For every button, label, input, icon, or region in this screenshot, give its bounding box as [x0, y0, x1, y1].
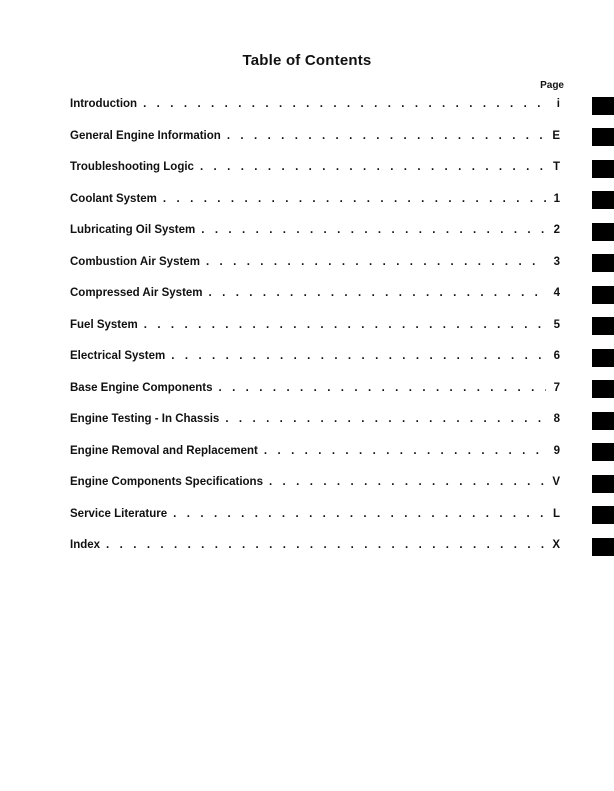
toc-entry[interactable] — [70, 445, 560, 477]
toc-entry[interactable] — [70, 256, 560, 288]
toc-entry[interactable] — [70, 350, 560, 382]
toc-entry[interactable] — [70, 476, 560, 508]
toc-entry-label: Compressed Air System — [70, 287, 203, 299]
toc-list — [70, 98, 560, 571]
dot-leader — [219, 382, 547, 394]
toc-entry-label: General Engine Information — [70, 129, 221, 142]
toc-entry-page: 4 — [553, 287, 560, 299]
section-tab-marker — [592, 160, 614, 178]
section-tab-marker — [592, 317, 614, 335]
dot-leader — [143, 98, 546, 110]
toc-entry[interactable] — [70, 382, 560, 414]
toc-entry-page: 3 — [553, 255, 560, 268]
toc-entry-label: Service Literature — [70, 507, 168, 520]
toc-entry-page: 1 — [553, 192, 560, 205]
section-tab-marker — [592, 538, 614, 556]
toc-entry-label: Coolant System — [70, 192, 157, 205]
dot-leader — [206, 256, 546, 268]
toc-entry[interactable] — [70, 539, 560, 571]
toc-entry[interactable] — [70, 161, 560, 193]
section-tab-marker — [592, 286, 614, 304]
toc-entry[interactable] — [70, 98, 560, 130]
toc-entry-page: L — [552, 507, 560, 520]
toc-entry-label: Engine Components Specifications — [70, 476, 263, 488]
section-tab-marker — [592, 349, 614, 367]
toc-entry-page: 6 — [553, 350, 560, 362]
dot-leader — [264, 445, 546, 457]
toc-entry-label: Introduction — [70, 98, 138, 110]
toc-entry[interactable] — [70, 508, 560, 540]
section-tab-marker — [592, 223, 614, 241]
toc-entry-page: 8 — [553, 413, 560, 425]
section-tab-marker — [592, 412, 614, 430]
toc-entry[interactable] — [70, 287, 560, 319]
section-tab-marker — [592, 475, 614, 493]
dot-leader — [173, 508, 546, 520]
dot-leader — [144, 319, 546, 331]
toc-entry-page: T — [552, 161, 560, 173]
toc-entry-page: 2 — [553, 224, 560, 236]
section-tab-marker — [592, 97, 614, 115]
page-title: Table of Contents — [242, 52, 372, 69]
dot-leader — [209, 287, 546, 299]
toc-entry-page: V — [552, 476, 560, 488]
toc-entry-label: Combustion Air System — [70, 255, 200, 268]
dot-leader — [225, 413, 546, 425]
toc-entry-page: 9 — [553, 444, 560, 457]
section-tab-marker — [592, 128, 614, 146]
toc-entry[interactable] — [70, 319, 560, 351]
page-column-header: Page — [540, 80, 564, 91]
toc-entry-label: Engine Testing - In Chassis — [70, 413, 220, 425]
toc-entry-page: 5 — [553, 318, 560, 331]
toc-entry-label: Lubricating Oil System — [70, 224, 196, 236]
dot-leader — [171, 350, 546, 362]
toc-entry-label: Fuel System — [70, 318, 138, 331]
dot-leader — [106, 539, 546, 551]
dot-leader — [200, 161, 546, 173]
toc-entry-label: Troubleshooting Logic — [70, 161, 194, 173]
toc-entry[interactable] — [70, 130, 560, 162]
section-tab-marker — [592, 380, 614, 398]
toc-entry-page: X — [552, 539, 560, 551]
section-tab-marker — [592, 443, 614, 461]
section-tab-marker — [592, 506, 614, 524]
toc-entry-page: i — [556, 98, 560, 110]
toc-entry-label: Base Engine Components — [70, 381, 213, 394]
toc-entry-label: Electrical System — [70, 350, 166, 362]
toc-entry-label: Index — [70, 539, 101, 551]
dot-leader — [269, 476, 546, 488]
toc-entry[interactable] — [70, 193, 560, 225]
dot-leader — [227, 130, 546, 142]
toc-entry-label: Engine Removal and Replacement — [70, 444, 258, 457]
dot-leader — [163, 193, 546, 205]
dot-leader — [201, 224, 546, 236]
section-tab-marker — [592, 191, 614, 209]
section-tab-marker — [592, 254, 614, 272]
toc-entry[interactable] — [70, 224, 560, 256]
toc-entry[interactable] — [70, 413, 560, 445]
toc-entry-page: 7 — [553, 381, 560, 394]
toc-entry-page: E — [552, 129, 560, 142]
